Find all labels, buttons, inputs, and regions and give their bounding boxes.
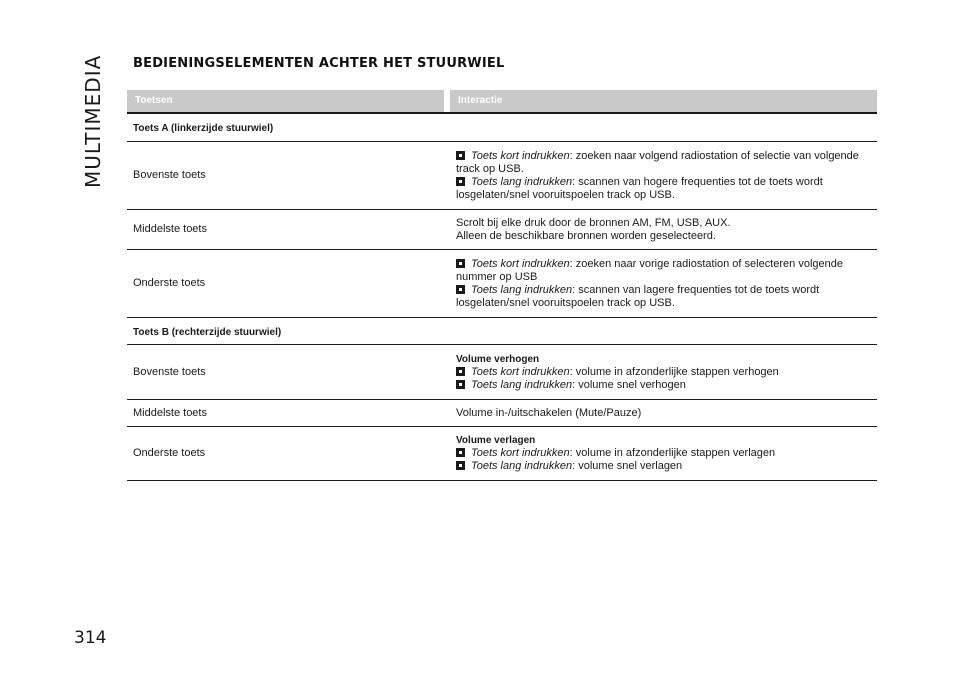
action-label: Toets lang indrukken xyxy=(471,175,573,188)
action-label: Toets lang indrukken xyxy=(471,460,573,472)
table-row xyxy=(127,141,877,209)
interaction-cell: Volume in-/uitschakelen (Mute/Pauze) xyxy=(456,406,642,419)
action-label: Toets kort indrukken xyxy=(471,257,570,270)
interaction-cell xyxy=(450,434,877,473)
interaction-cell xyxy=(450,150,877,202)
header-interaction: Interactie xyxy=(450,90,877,112)
action-text: : zoeken naar volgend radiostation of selectie van volgende track op USB. xyxy=(456,149,859,175)
bullet-icon xyxy=(456,448,465,457)
interaction-heading: Volume verlagen xyxy=(456,435,536,446)
bullet-icon xyxy=(456,177,465,186)
action-text: : volume snel verhogen xyxy=(572,378,686,391)
group-heading-b: Toets B (rechterzijde stuurwiel) xyxy=(127,317,877,344)
action-text: : volume snel verlagen xyxy=(572,460,683,472)
action-label: Toets kort indrukken xyxy=(471,149,570,162)
key-label: Middelste toets xyxy=(133,223,207,235)
bullet-icon xyxy=(456,151,465,160)
action-text: : volume in afzonderlijke stappen verlagen xyxy=(569,447,776,459)
action-label: Toets kort indrukken xyxy=(471,365,570,378)
table-row xyxy=(127,249,877,317)
page-number: 314 xyxy=(74,628,107,648)
bullet-icon xyxy=(456,461,465,470)
controls-table xyxy=(127,90,877,481)
bullet-icon xyxy=(456,380,465,389)
action-text: : volume in afzonderlijke stappen verhogen xyxy=(569,365,779,378)
key-label: Onderste toets xyxy=(133,277,206,289)
side-section-title: MULTIMEDIA xyxy=(81,54,105,188)
action-text: : scannen van hogere frequenties tot de toets wordt losgelaten/snel vooruitspoelen track op USB. xyxy=(456,175,823,201)
bullet-icon xyxy=(456,285,465,294)
key-label: Middelste toets xyxy=(133,406,207,419)
table-row xyxy=(127,209,877,249)
action-label: Toets lang indrukken xyxy=(471,283,573,296)
table-row xyxy=(127,344,877,399)
table-row xyxy=(127,399,877,426)
section-title: BEDIENINGSELEMENTEN ACHTER HET STUURWIEL xyxy=(133,56,505,71)
table-header xyxy=(127,90,877,112)
interaction-line: Scrolt bij elke druk door de bronnen AM, FM, USB, AUX. xyxy=(456,216,731,229)
interaction-cell xyxy=(450,353,877,392)
key-label: Bovenste toets xyxy=(133,169,206,181)
interaction-cell xyxy=(450,217,877,243)
action-label: Toets lang indrukken xyxy=(471,378,573,391)
action-text: : zoeken naar vorige radiostation of selecteren volgende nummer op USB xyxy=(456,257,843,283)
group-heading-a: Toets A (linkerzijde stuurwiel) xyxy=(133,123,274,134)
interaction-line: Alleen de beschikbare bronnen worden geselecteerd. xyxy=(456,229,716,242)
header-keys: Toetsen xyxy=(127,90,444,112)
interaction-cell xyxy=(450,258,877,310)
key-label: Bovenste toets xyxy=(133,365,206,378)
bullet-icon xyxy=(456,259,465,268)
table-row xyxy=(127,426,877,481)
key-label: Onderste toets xyxy=(133,447,206,459)
bullet-icon xyxy=(456,367,465,376)
interaction-heading: Volume verhogen xyxy=(456,353,540,365)
action-text: : scannen van lagere frequenties tot de toets wordt losgelaten/snel vooruitspoelen track op USB. xyxy=(456,283,820,309)
action-label: Toets kort indrukken xyxy=(471,447,570,459)
